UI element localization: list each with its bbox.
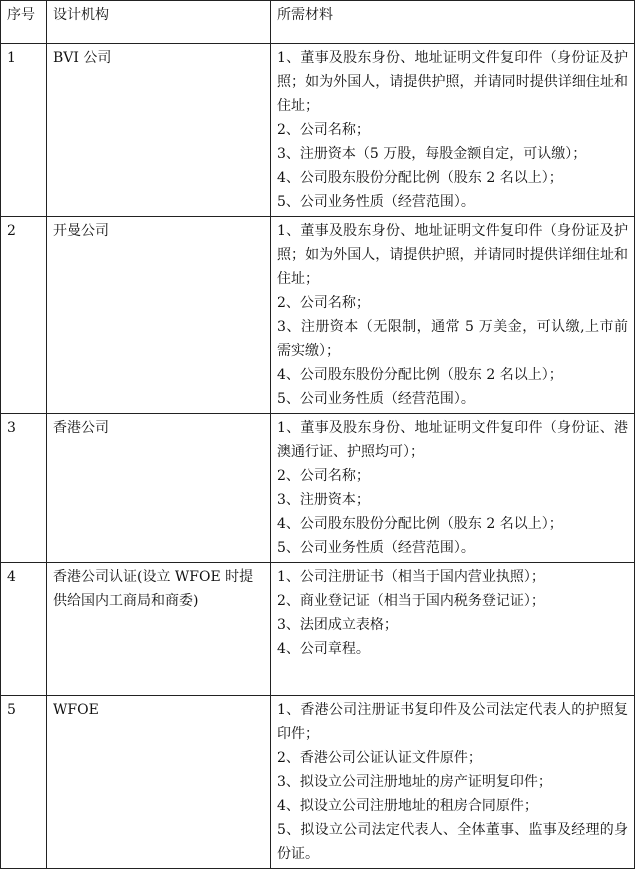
table-header-row bbox=[1, 1, 635, 44]
material-item: 5、拟设立公司法定代表人、全体董事、监事及经理的身份证。 bbox=[277, 822, 628, 862]
material-item: 1、董事及股东身份、地址证明文件复印件（身份证、港澳通行证、护照均可）； bbox=[277, 420, 628, 460]
row-number: 2 bbox=[1, 217, 47, 414]
row-number: 4 bbox=[1, 563, 47, 696]
row-materials bbox=[271, 414, 635, 563]
row-organization: 香港公司 bbox=[47, 414, 271, 563]
material-item: 2、公司名称； bbox=[277, 295, 370, 311]
table-row bbox=[1, 414, 635, 563]
material-item: 2、公司名称； bbox=[277, 122, 370, 138]
header-organization: 设计机构 bbox=[47, 1, 271, 44]
row-number: 1 bbox=[1, 44, 47, 217]
material-item: 2、商业登记证（相当于国内税务登记证）； bbox=[277, 593, 545, 609]
table-row bbox=[1, 563, 635, 696]
row-materials bbox=[271, 44, 635, 217]
material-item: 1、董事及股东身份、地址证明文件复印件（身份证及护照；如为外国人，请提供护照，并请同时提供详细住址和住址； bbox=[277, 223, 628, 287]
material-item: 1、香港公司注册证书复印件及公司法定代表人的护照复印件； bbox=[277, 702, 628, 742]
material-item: 3、注册资本； bbox=[277, 492, 370, 508]
table-row bbox=[1, 696, 635, 869]
material-item: 3、拟设立公司注册地址的房产证明复印件； bbox=[277, 774, 552, 790]
row-organization: 开曼公司 bbox=[47, 217, 271, 414]
material-item: 1、董事及股东身份、地址证明文件复印件（身份证及护照；如为外国人，请提供护照，并请同时提供详细住址和住址； bbox=[277, 50, 628, 114]
material-item: 5、公司业务性质（经营范围）。 bbox=[277, 194, 475, 210]
table-row bbox=[1, 44, 635, 217]
row-organization: BVI 公司 bbox=[47, 44, 271, 217]
material-item: 3、注册资本（无限制，通常 5 万美金，可认缴,上市前需实缴）； bbox=[277, 319, 628, 359]
material-item: 4、拟设立公司注册地址的租房合同原件； bbox=[277, 798, 538, 814]
row-number: 5 bbox=[1, 696, 47, 869]
material-item: 4、公司股东股份分配比例（股东 2 名以上）； bbox=[277, 516, 563, 532]
material-item: 4、公司章程。 bbox=[277, 641, 370, 657]
material-item: 2、公司名称； bbox=[277, 468, 370, 484]
material-item: 4、公司股东股份分配比例（股东 2 名以上）； bbox=[277, 170, 563, 186]
header-number: 序号 bbox=[1, 1, 47, 44]
material-item: 3、注册资本（5 万股，每股金额自定，可认缴）； bbox=[277, 146, 587, 162]
row-organization: 香港公司认证(设立 WFOE 时提供给国内工商局和商委) bbox=[47, 563, 271, 696]
material-item: 5、公司业务性质（经营范围）。 bbox=[277, 391, 475, 407]
header-materials: 所需材料 bbox=[271, 1, 635, 44]
row-materials bbox=[271, 696, 635, 869]
material-item: 1、公司注册证书（相当于国内营业执照）； bbox=[277, 569, 545, 585]
row-number: 3 bbox=[1, 414, 47, 563]
material-item: 3、法团成立表格； bbox=[277, 617, 398, 633]
row-materials bbox=[271, 217, 635, 414]
row-materials bbox=[271, 563, 635, 696]
material-item: 5、公司业务性质（经营范围）。 bbox=[277, 540, 475, 556]
material-item: 4、公司股东股份分配比例（股东 2 名以上）； bbox=[277, 367, 563, 383]
material-item: 2、香港公司公证认证文件原件； bbox=[277, 750, 482, 766]
row-organization: WFOE bbox=[47, 696, 271, 869]
table-row bbox=[1, 217, 635, 414]
